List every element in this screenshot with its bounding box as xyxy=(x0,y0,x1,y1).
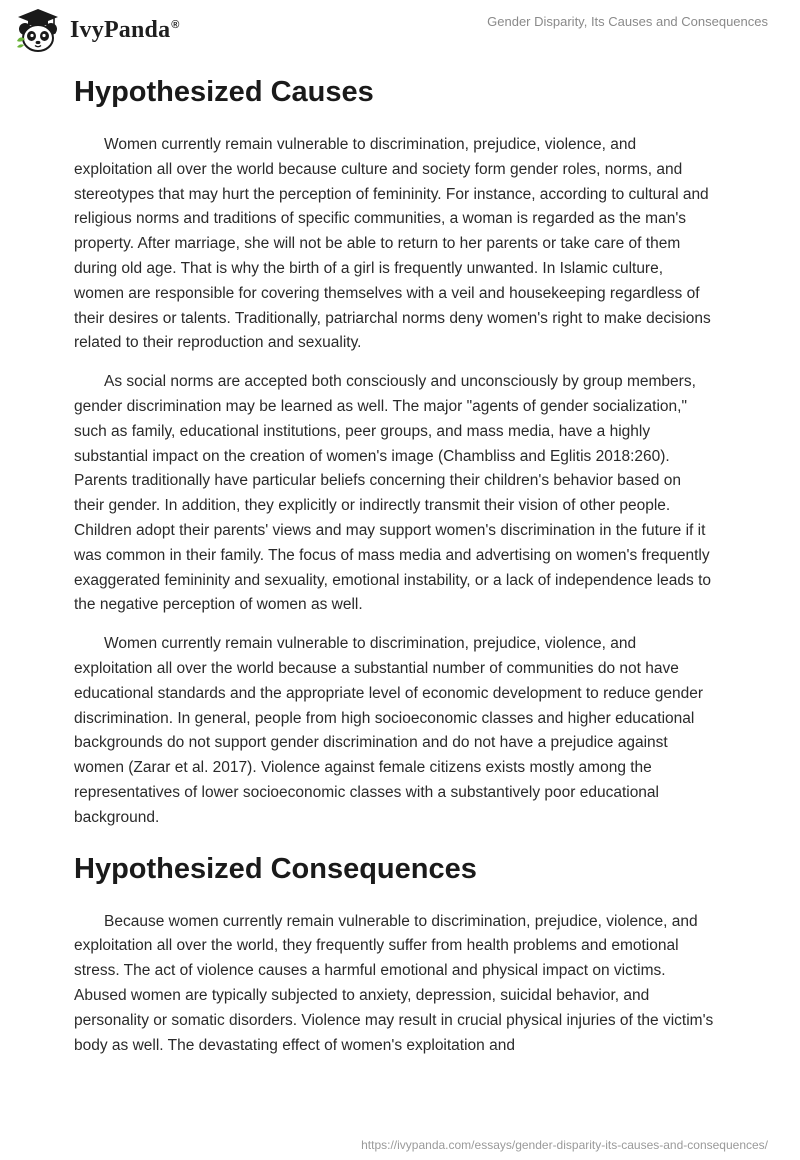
registered-mark: ® xyxy=(171,18,180,31)
paragraph: Women currently remain vulnerable to discrimination, prejudice, violence, and exploitation all over the world because culture and society form gender roles, norms, and stereotypes that may hurt the perception of femininity. For instance, according to cultural and religious norms and traditions of specific communities, a woman is regarded as the man's property. After marriage, she will not be able to return to her parents or take care of them during old age. That is why the birth of a girl is frequently unwanted. In Islamic culture, women are responsible for covering themselves with a veil and housekeeping regardless of their desires or talents. Traditionally, patriarchal norms deny women's right to make decisions related to their reproduction and sexuality. xyxy=(74,136,711,352)
logo-text: IvyPanda® xyxy=(70,16,180,43)
section-heading: Hypothesized Causes xyxy=(74,76,374,108)
paragraph: As social norms are accepted both consciously and unconsciously by group members, gender discrimination may be learned as well. The major "agents of gender socialization," such as family, educational institutions, peer groups, and mass media, have a highly substantial impact on the creation of women's image (Chambliss and Eglitis 2018:260). Parents traditionally have particular beliefs concerning their children's behavior based on their gender. In addition, they explicitly or indirectly transmit their vision of other people. Children adopt their parents' views and may support women's discrimination in the future if it was common in their family. The focus of mass media and advertising on women's frequently exaggerated femininity and sexuality, emotional instability, or a lack of independence leads to the negative perception of women as well. xyxy=(74,373,712,614)
panda-graduate-icon xyxy=(14,7,62,53)
paragraph: Because women currently remain vulnerable to discrimination, prejudice, violence, and exploitation all over the world, they frequently suffer from health problems and emotional stress. The act of violence causes a harmful emotional and physical impact on victims. Abused women are typically subjected to anxiety, depression, suicidal behavior, and personality or somatic disorders. Violence may result in crucial physical injuries of the victim's body as well. The devastating effect of women's exploitation and xyxy=(74,912,714,1054)
section-hypothesized-causes xyxy=(74,72,714,831)
essay-content xyxy=(74,72,714,1072)
page-header xyxy=(0,0,800,60)
source-url[interactable]: https://ivypanda.com/essays/gender-disparity-its-causes-and-consequences/ xyxy=(361,1138,768,1152)
paragraph: Women currently remain vulnerable to discrimination, prejudice, violence, and exploitation all over the world because a substantial number of communities do not have educational standards and the appropriate level of economic development to reduce gender discrimination. In general, people from high socioeconomic classes and higher educational backgrounds do not support gender discrimination and do not have a prejudice against women (Zarar et al. 2017). Violence against female citizens exists mostly among the representatives of lower socioeconomic classes with a substantively poor educational background. xyxy=(74,635,704,826)
section-hypothesized-consequences xyxy=(74,849,714,1059)
ivypanda-logo[interactable] xyxy=(14,8,180,52)
section-heading: Hypothesized Consequences xyxy=(74,852,477,885)
document-title: Gender Disparity, Its Causes and Consequences xyxy=(487,14,768,29)
